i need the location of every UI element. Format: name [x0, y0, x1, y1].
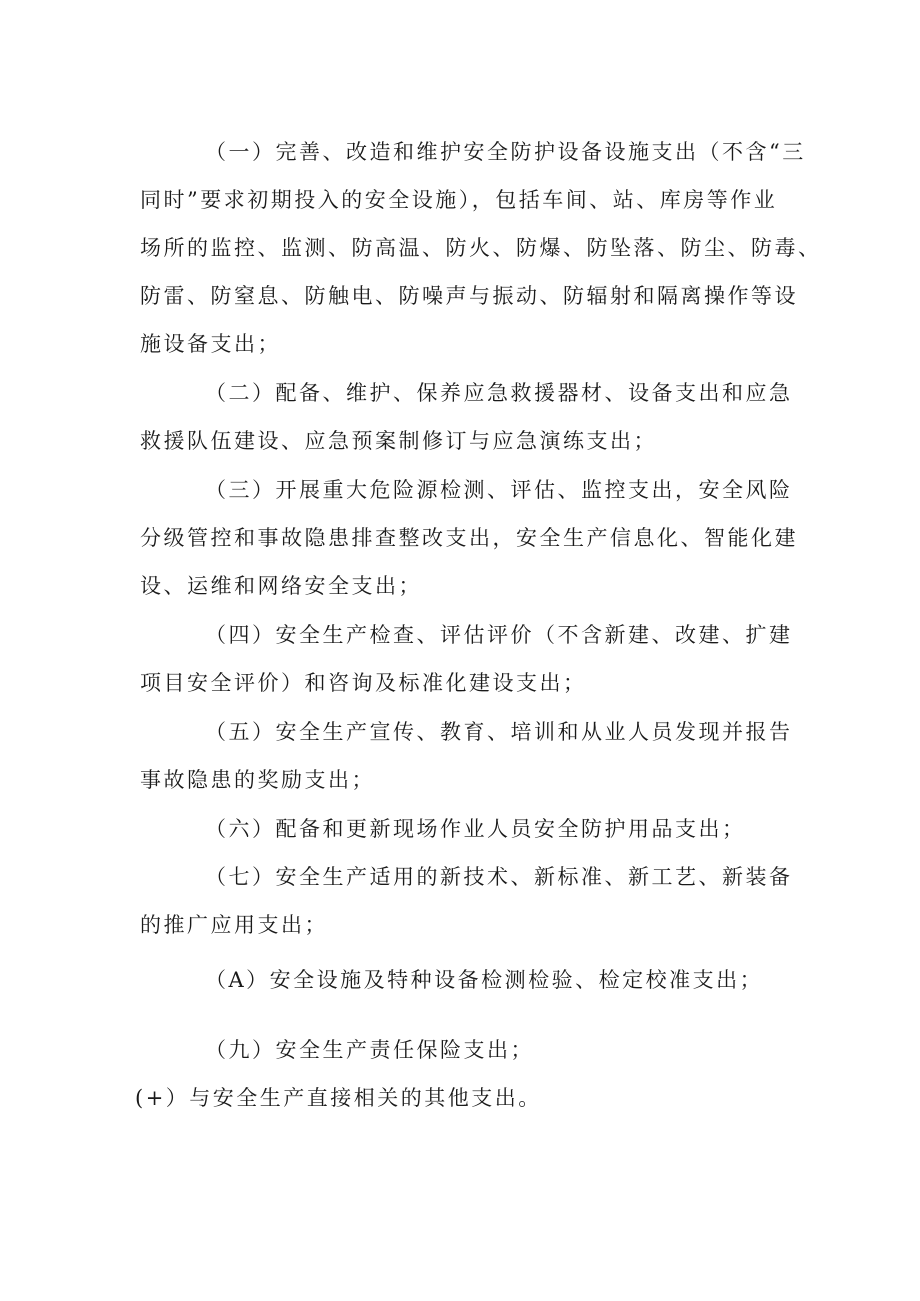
text-line: （六）配备和更新现场作业人员安全防护用品支出； [205, 817, 746, 841]
text-line: 设、运维和网络安全支出； [140, 574, 422, 598]
text-line: (+）与安全生产直接相关的其他支出。 [135, 1086, 542, 1110]
text-line: （三）开展重大危险源检测、评估、监控支出，安全风险 [205, 478, 793, 502]
text-line: 分级管控和事故隐患排查整改支出，安全生产信息化、智能化建 [140, 526, 798, 550]
text-line: （四）安全生产检查、评估评价（不含新建、改建、扩建 [205, 623, 793, 647]
text-line: 的推广应用支出； [140, 913, 328, 937]
text-line: 场所的监控、监测、防高温、防火、防爆、防坠落、防尘、防毒、 [140, 236, 822, 260]
text-line: 项目安全评价）和咨询及标准化建设支出； [140, 671, 587, 695]
text-line: （二）配备、维护、保养应急救援器材、设备支出和应急 [205, 381, 793, 405]
text-line: 施设备支出； [140, 332, 281, 356]
text-line: 防雷、防窒息、防触电、防噪声与振动、防辐射和隔离操作等设 [140, 284, 798, 308]
text-line: （七）安全生产适用的新技术、新标准、新工艺、新装备 [205, 865, 793, 889]
text-line: （A）安全设施及特种设备检测检验、检定校准支出； [205, 968, 764, 992]
text-line: （九）安全生产责任保险支出； [205, 1038, 534, 1062]
text-line: 救援队伍建设、应急预案制修订与应急演练支出； [140, 429, 657, 453]
text-line: （一）完善、改造和维护安全防护设备设施支出（不含“三 [205, 140, 806, 164]
text-line: 事故隐患的奖励支出； [140, 768, 375, 792]
text-line: 同时”要求初期投入的安全设施），包括车间、站、库房等作业 [140, 188, 778, 212]
text-line: （五）安全生产宣传、教育、培训和从业人员发现并报告 [205, 720, 793, 744]
